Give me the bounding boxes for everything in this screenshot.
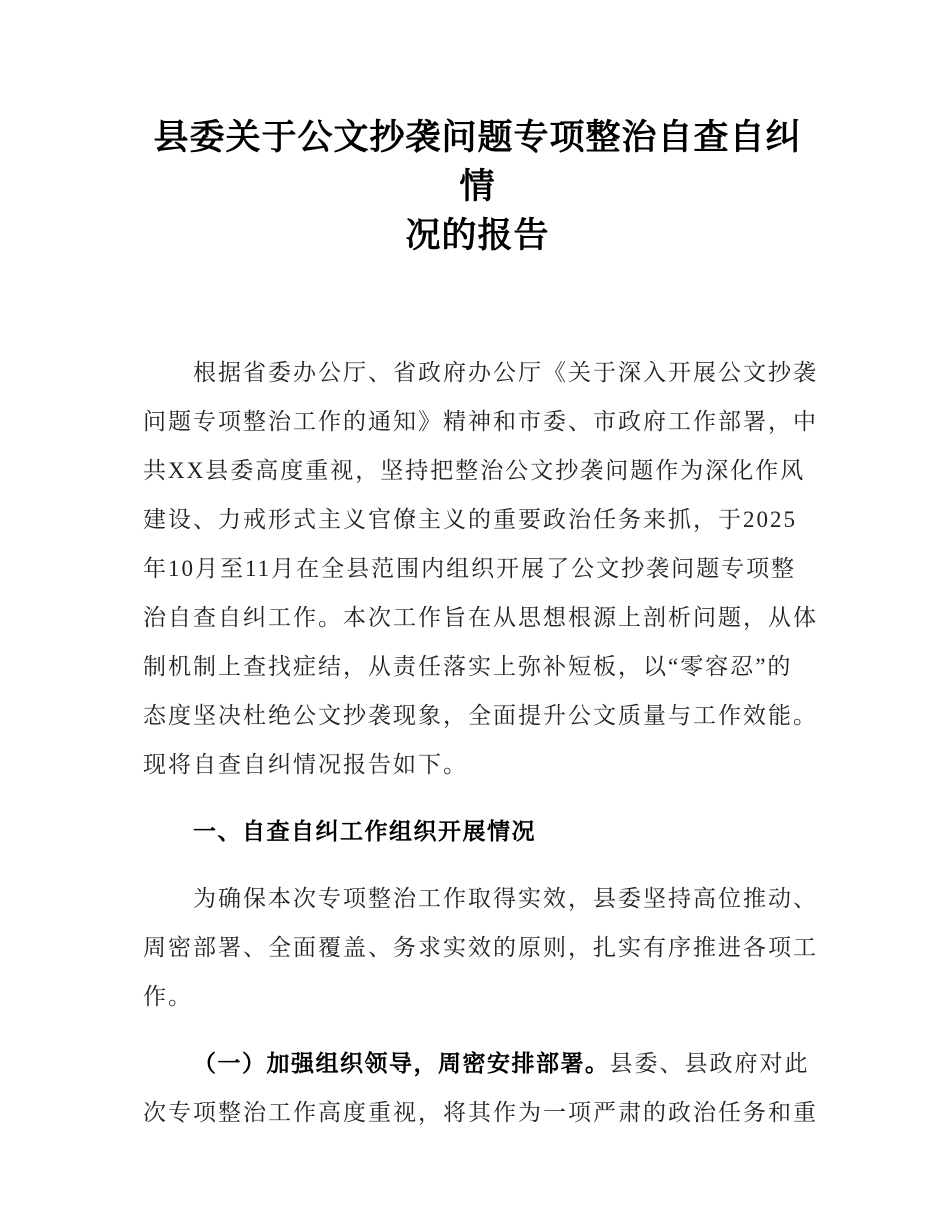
text-run: 根据省委办公厅、省政府办公厅《关于深入开展公文抄袭 (193, 360, 818, 385)
bold-text-run: 一、自查自纠工作组织开展情况 (193, 818, 536, 844)
text-run: 年10月至11月在全县范围内组织开展了公文抄袭问题专项整 (143, 556, 797, 581)
text-line (143, 972, 812, 1021)
paragraph (143, 1039, 818, 1137)
text-run: 作。 (143, 984, 193, 1009)
text-line (143, 874, 818, 923)
text-line (143, 593, 818, 642)
text-line (143, 691, 818, 740)
text-run: 共XX县委高度重视，坚持把整治公文抄袭问题作为深化作风 (143, 458, 806, 483)
text-run: 治自查自纠工作。本次工作旨在从思想根源上剖析问题，从体 (143, 605, 818, 630)
bold-text-run: （一）加强组织领导，周密安排部署。 (193, 1050, 610, 1076)
text-line (143, 642, 812, 691)
text-line (143, 1088, 818, 1137)
text-run: 态度坚决杜绝公文抄袭现象，全面提升公文质量与工作效能。 (143, 703, 818, 728)
text-line (143, 446, 812, 495)
text-run: 问题专项整治工作的通知》精神和市委、市政府工作部署，中 (143, 409, 818, 434)
text-line (143, 1039, 812, 1088)
text-line (143, 348, 818, 397)
text-run: 周密部署、全面覆盖、务求实效的原则，扎实有序推进各项工 (143, 935, 818, 960)
text-line (143, 740, 812, 789)
text-run: 县委、县政府对此 (609, 1051, 810, 1076)
text-run: 制机制上查找症结，从责任落实上弥补短板，以“零容忍”的 (143, 654, 793, 679)
paragraph (143, 348, 818, 789)
text-run: 次专项整治工作高度重视，将其作为一项严肃的政治任务和重 (143, 1100, 818, 1125)
paragraph (143, 874, 818, 1021)
title-line-2: 况的报告 (405, 216, 550, 255)
text-line (143, 807, 812, 856)
text-run: 为确保本次专项整治工作取得实效，县委坚持高位推动、 (193, 886, 818, 911)
section-heading (143, 807, 812, 856)
text-line (143, 923, 818, 972)
text-line (143, 495, 812, 544)
title-line-1: 县委关于公文抄袭问题专项整治自查自纠情 (153, 118, 802, 206)
text-run: 建设、力戒形式主义官僚主义的重要政治任务来抓，于2025 (143, 507, 797, 532)
text-line (143, 544, 812, 593)
document-body (143, 348, 818, 1137)
text-line (143, 397, 818, 446)
text-run: 现将自查自纠情况报告如下。 (143, 752, 468, 777)
document-title (143, 113, 812, 260)
